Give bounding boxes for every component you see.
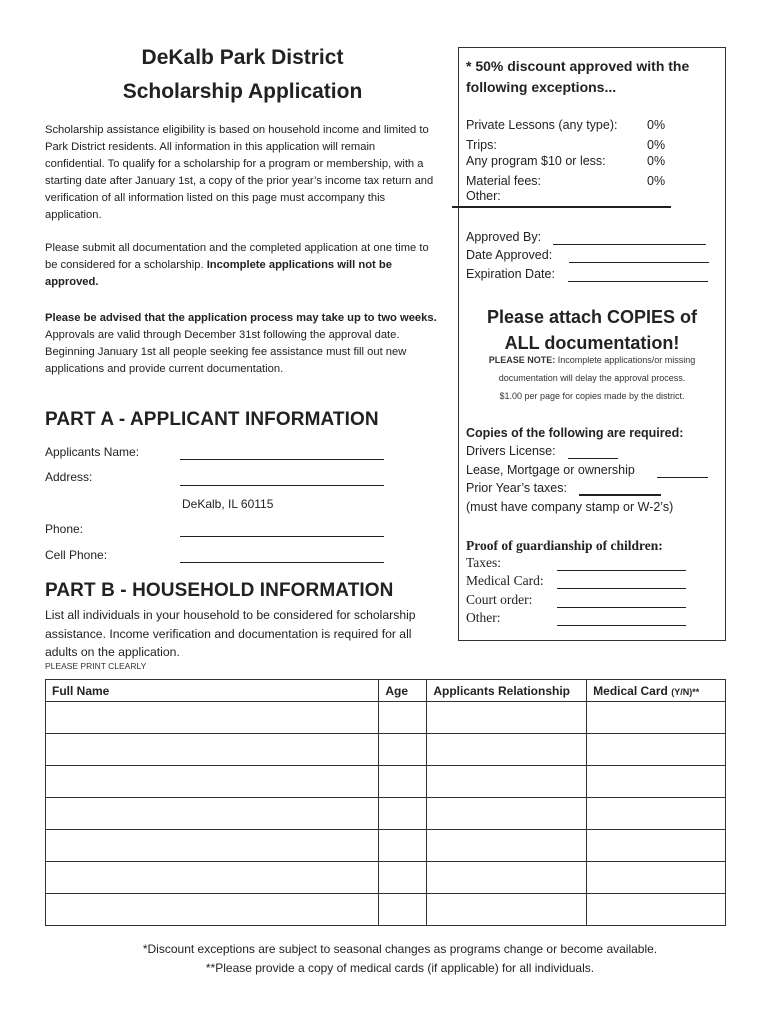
lease-mortgage-label: Lease, Mortgage or ownership [466,463,635,477]
please-note-text: Incomplete applications/or missing [555,355,696,365]
date-approved-label: Date Approved: [466,248,553,262]
age-cell[interactable] [379,766,427,798]
medical-card-label: Medical Card [593,683,668,698]
relationship-cell[interactable] [427,862,587,894]
prior-taxes-label: Prior Year’s taxes: [466,481,567,495]
relationship-cell[interactable] [427,702,587,734]
full-name-cell[interactable] [46,734,379,766]
medical-card-cell[interactable] [587,798,726,830]
table-row [46,862,726,894]
phone-field[interactable] [180,536,384,537]
medical-card-cell[interactable] [587,702,726,734]
applicant-name-field[interactable] [180,459,384,460]
intro-paragraph-process [45,310,437,378]
footer-medical-note: **Please provide a copy of medical cards (if applicable) for all individuals. [205,961,595,975]
process-warning: Please be advised that the application process may take up to two weeks. [45,312,437,324]
form-title-line1: DeKalb Park District [141,46,344,69]
part-b-description: List all individuals in your household to be considered for scholarship assistance. Income verification and documentation is required for all adults on the application. [45,608,416,659]
full-name-cell[interactable] [46,766,379,798]
relationship-cell[interactable] [427,894,587,926]
full-name-cell[interactable] [46,702,379,734]
exception-pct-private-lessons: 0% [647,118,666,132]
prior-taxes-field[interactable] [579,494,661,496]
medical-card-cell[interactable] [587,830,726,862]
medical-card-cell[interactable] [587,734,726,766]
guardianship-court-label: Court order: [466,592,533,607]
lease-mortgage-field[interactable] [657,477,708,478]
exception-label-other: Other: [466,189,501,203]
guardianship-taxes-field[interactable] [557,570,686,571]
intro-paragraph-eligibility: Scholarship assistance eligibility is based on household income and limited to Park District residents. All information in this application will remain confidential. To qualify for a scholarship for a program or membership, with a starting date after January 1st, a copy of the prior year’s income tax return and verification of all information listed on this page must accompany this application. [45,124,434,221]
company-stamp-note: (must have company stamp or W-2’s) [466,500,674,514]
exception-label-trips: Trips: [466,138,497,152]
col-age: Age [379,680,427,702]
table-row [46,798,726,830]
guardianship-taxes-label: Taxes: [466,555,502,570]
full-name-cell[interactable] [46,862,379,894]
guardianship-medical-field[interactable] [557,588,686,589]
process-text: Approvals are valid through December 31st following the approval date. Beginning January 1st all people seeking fee assistance must fill out new applications and provide current documentation. [45,329,407,375]
guardianship-other-field[interactable] [557,625,686,626]
date-approved-field[interactable] [569,262,709,263]
exceptions-divider [452,206,671,208]
col-medical-card [587,680,726,702]
relationship-cell[interactable] [427,830,587,862]
discount-heading: * 50% discount approved with the following exceptions... [466,58,690,95]
exception-label-program-10: Any program $10 or less: [466,154,606,168]
phone-label: Phone: [45,522,84,536]
expiration-date-field[interactable] [568,281,708,282]
approved-by-field[interactable] [553,244,706,245]
print-clearly-note: PLEASE PRINT CLEARLY [45,661,147,671]
submit-warning: Incomplete applications will not be approved. [45,259,392,288]
applicant-name-label: Applicants Name: [45,445,140,459]
age-cell[interactable] [379,798,427,830]
medical-card-cell[interactable] [587,766,726,798]
part-a-heading: PART A - APPLICANT INFORMATION [45,409,379,430]
exception-label-private-lessons: Private Lessons (any type): [466,118,618,132]
medical-card-suffix: (Y/N)** [671,686,700,697]
guardianship-other-label: Other: [466,610,501,625]
full-name-cell[interactable] [46,798,379,830]
guardianship-court-field[interactable] [557,607,686,608]
please-note-label: PLEASE NOTE: [488,355,556,365]
attach-copies-heading-line2: ALL documentation! [504,333,680,353]
guardianship-heading: Proof of guardianship of children: [466,538,663,553]
please-note-line1 [458,355,726,365]
approved-by-label: Approved By: [466,230,542,244]
household-table [45,679,726,926]
intro-paragraph-submit [45,240,437,291]
submit-text: Please submit all documentation and the completed application at one time to be considered for a scholarship. [45,242,429,271]
exception-label-material-fees: Material fees: [466,174,542,188]
table-row [46,734,726,766]
age-cell[interactable] [379,894,427,926]
guardianship-medical-label: Medical Card: [466,573,544,588]
cell-phone-label: Cell Phone: [45,548,108,562]
medical-card-cell[interactable] [587,894,726,926]
expiration-date-label: Expiration Date: [466,267,555,281]
relationship-cell[interactable] [427,766,587,798]
age-cell[interactable] [379,830,427,862]
address-label: Address: [45,470,93,484]
address-city-line: DeKalb, IL 60115 [182,497,274,511]
relationship-cell[interactable] [427,798,587,830]
attach-copies-heading-line1: Please attach COPIES of [486,307,698,327]
drivers-license-label: Drivers License: [466,444,556,458]
table-row [46,766,726,798]
age-cell[interactable] [379,862,427,894]
table-row [46,702,726,734]
address-field[interactable] [180,485,384,486]
table-row [46,830,726,862]
exception-pct-trips: 0% [647,138,666,152]
table-header-row [46,680,726,702]
copies-required-heading: Copies of the following are required: [466,426,684,440]
part-b-heading: PART B - HOUSEHOLD INFORMATION [45,580,394,601]
footer-discount-note: *Discount exceptions are subject to seasonal changes as programs change or become available. [142,942,658,956]
cell-phone-field[interactable] [180,562,384,563]
exception-pct-material-fees: 0% [647,174,666,188]
drivers-license-field[interactable] [568,458,618,459]
col-full-name: Full Name [46,680,379,702]
please-note-line2: documentation will delay the approval process. [498,373,686,383]
relationship-cell[interactable] [427,734,587,766]
medical-card-cell[interactable] [587,862,726,894]
full-name-cell[interactable] [46,894,379,926]
exception-pct-program-10: 0% [647,154,666,168]
age-cell[interactable] [379,734,427,766]
col-relationship: Applicants Relationship [427,680,587,702]
form-title-line2: Scholarship Application [122,80,363,103]
full-name-cell[interactable] [46,830,379,862]
table-row [46,894,726,926]
age-cell[interactable] [379,702,427,734]
please-note-line3: $1.00 per page for copies made by the district. [499,391,685,401]
